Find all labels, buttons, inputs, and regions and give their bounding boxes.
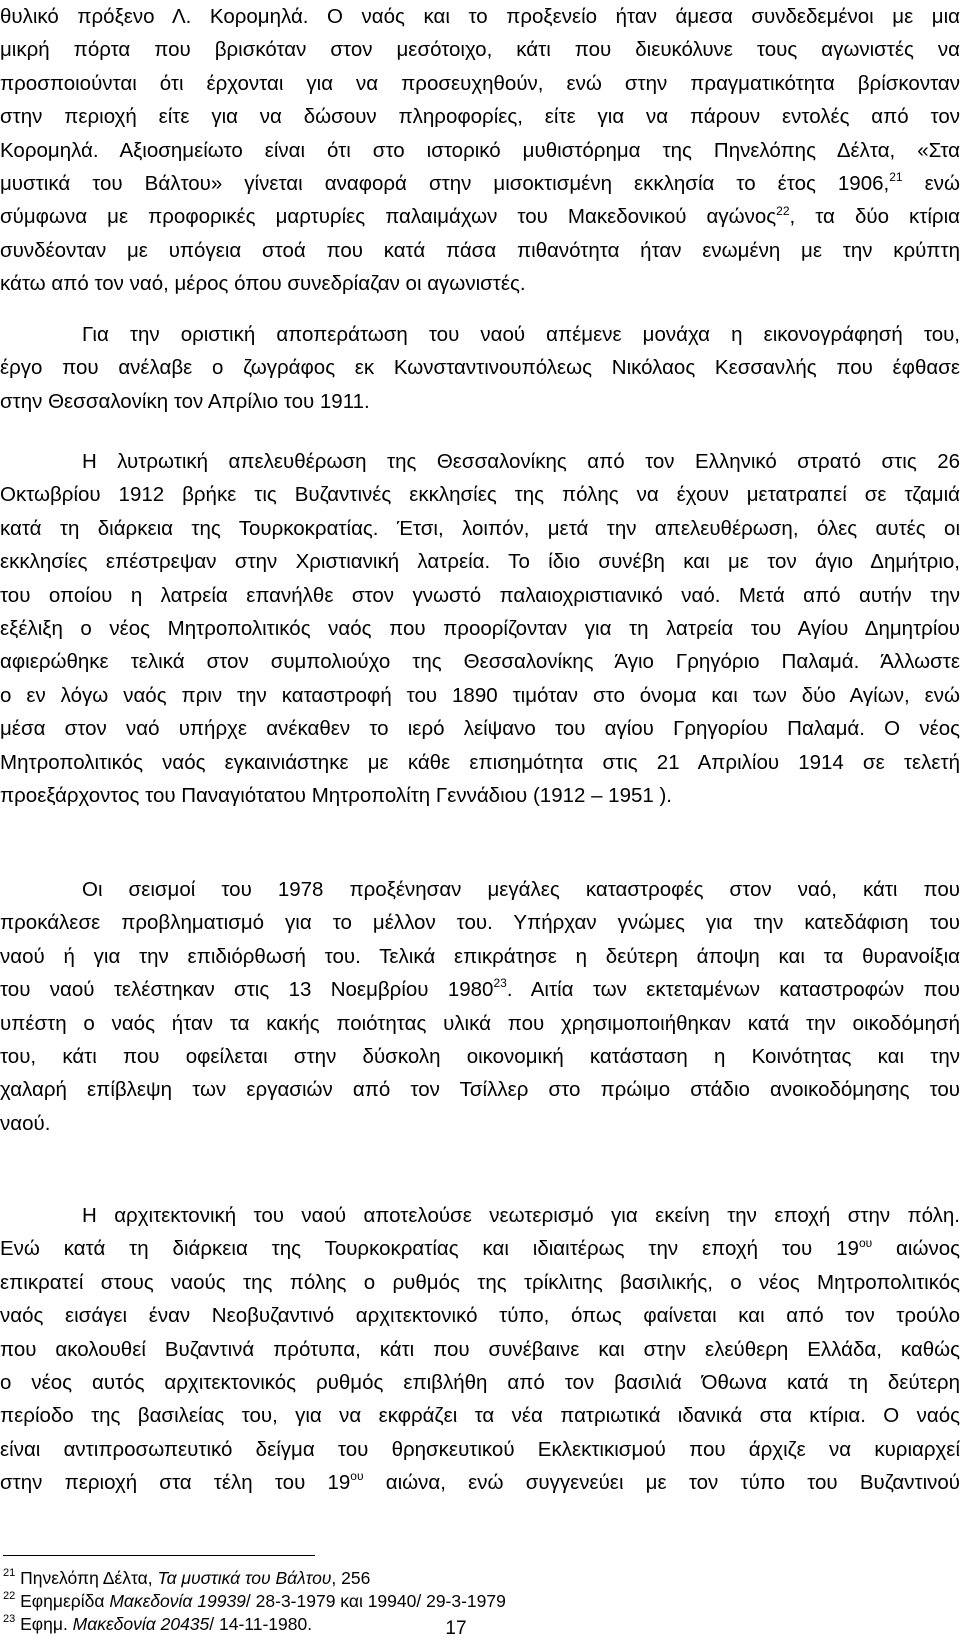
footnote-divider: [3, 1555, 315, 1556]
text-line: αφιερώθηκε τελικά στον συμπολιούχο της Θεσσαλονίκης Άγιο Γρηγόριο Παλαμά. Άλλωστε: [0, 650, 960, 674]
text-line: Ενώ κατά τη διάρκεια της Τουρκοκρατίας και ιδιαιτέρως την εποχή του $19^{o\upsilon}$ αιώνος: [0, 1235, 960, 1261]
text-line: στην περιοχή είτε για να δώσουν πληροφορίες, είτε για να πάρουν εντολές από τον: [0, 105, 960, 129]
text-line: ναού ή για την επιδιόρθωσή του. Τελικά επικράτησε η δεύτερη άποψη και τα θυρανοίξια: [0, 944, 960, 968]
text-line: είναι αντιπροσωπευτικό δείγμα του θρησκευτικού Εκλεκτικισμού που άρχιζε να κυριαρχεί: [0, 1437, 960, 1461]
text-line: Κορομηλά. Αξιοσημείωτο είναι ότι στο ιστορικό μυθιστόρημα της Πηνελόπης Δέλτα, «Στα: [0, 138, 960, 162]
text-line: μυστικά του Βάλτου» γίνεται αναφορά στην μισοκτισμένη εκκλησία το έτος 1906,21 ενώ: [0, 170, 960, 195]
paragraph-5: [0, 1199, 960, 1500]
footnote-ref[interactable]: 23: [493, 976, 507, 991]
text-line: του οποίου η λατρεία επανήλθε στον γνωστό παλαιοχριστιανικό ναό. Μετά από αυτήν την: [0, 583, 960, 607]
text-line: του, κάτι που οφείλεται στην δύσκολη οικονομική κατάσταση η Κοινότητας και την: [0, 1044, 960, 1068]
text-line: χαλαρή επίβλεψη των εργασιών από τον Τσίλλερ στο πρώιμο στάδιο ανοικοδόμησης του: [0, 1078, 960, 1102]
text-line: υπέστη ο ναός ήταν τα κακής ποιότητας υλικά που χρησιμοποιήθηκαν κατά την οικοδόμησή: [0, 1011, 960, 1035]
text-line: προεξάρχοντος του Παναγιότατου Μητροπολίτη Γεννάδιου (1912 – 1951 ).: [0, 783, 673, 807]
text-line: περίοδο της βασιλείας του, για να εκφράζει τα νέα πατριωτικά ιδανικά στα κτίρια. Ο ναός: [0, 1404, 960, 1428]
text-line: που ακολουθεί Βυζαντινά πρότυπα, κάτι που συνέβαινε και στην ελεύθερη Ελλάδα, καθώς: [0, 1337, 960, 1361]
text-line: θυλικό πρόξενο Λ. Κορομηλά. Ο ναός και το προξενείο ήταν άμεσα συνδεδεμένοι με μια: [0, 5, 960, 28]
text-line: Για την οριστική αποπεράτωση του ναού απέμενε μονάχα η εικονογράφησή του,: [82, 323, 960, 346]
text-line: στην περιοχή στα τέλη του $19^{o\upsilon}$ αιώνα, ενώ συγγενεύει με τον τύπο του Βυζαντινού: [0, 1469, 960, 1495]
paragraph-4: [0, 873, 960, 1140]
text-line: σύμφωνα με προφορικές μαρτυρίες παλαιμάχων του Μακεδονικού αγώνος$^{22}$, τα δύο κτίρια: [0, 203, 960, 229]
text-line: εκκλησίες επέστρεψαν στην Χριστιανική λατρεία. Το ίδιο συνέβη και με τον άγιο Δημήτριο,: [0, 550, 960, 574]
text-line: μικρή πόρτα που βρισκόταν στον μεσότοιχο, κάτι που διευκόλυνε τους αγωνιστές να: [0, 38, 960, 62]
text-line: του ναού τελέστηκαν στις 13 Νοεμβρίου 1980$^{23}$. Αιτία των εκτεταμένων καταστροφών που: [0, 976, 960, 1002]
text-line: Η λυτρωτική απελευθέρωση της Θεσσαλονίκης από τον Ελληνικό στρατό στις 26: [82, 450, 960, 473]
text-line: στην Θεσσαλονίκη τον Απρίλιο του 1911.: [0, 389, 370, 413]
paragraph-3: [0, 445, 960, 812]
text-line: ναός εισάγει έναν Νεοβυζαντινό αρχιτεκτονικό τύπο, όπως φαίνεται και από τον τρούλο: [0, 1304, 960, 1328]
text-line: έργο που ανέλαβε ο ζωγράφος εκ Κωνσταντινουπόλεως Νικόλαος Κεσσανλής που έφθασε: [0, 356, 960, 380]
text-line: συνδέονταν με υπόγεια στοά που κατά πάσα πιθανότητα ήταν ενωμένη με την κρύπτη: [0, 238, 960, 262]
page-number: 17: [445, 1618, 467, 1639]
footnote-22: $^{22}$ Εφημερίδα Μακεδονία 19939/ 28-3-1979 και 19940/ 29-3-1979: [3, 1590, 506, 1611]
text-line: ναού.: [0, 1111, 51, 1135]
text-line: επικρατεί στους ναούς της πόλης ο ρυθμός της τρίκλιτης βασιλικής, ο νέος Μητροπολιτικός: [0, 1270, 960, 1294]
text-line: Οι σεισμοί του 1978 προξένησαν μεγάλες καταστροφές στον ναό, κάτι που: [82, 878, 960, 901]
text-line: Η αρχιτεκτονική του ναού αποτελούσε νεωτερισμό για εκείνη την εποχή στην πόλη.: [82, 1204, 960, 1227]
text-line: ο νέος αυτός αρχιτεκτονικός ρυθμός επιβλήθη από τον βασιλιά Όθωνα κατά τη δεύτερη: [0, 1370, 960, 1394]
text-line: Μητροπολιτικός ναός εγκαινιάστηκε με κάθε επισημότητα στις 21 Απριλίου 1914 σε τελετή: [0, 750, 960, 774]
text-line: προκάλεσε προβληματισμό για το μέλλον του. Υπήρχαν γνώμες για την κατεδάφιση του: [0, 911, 960, 935]
footnote-ref[interactable]: 21: [889, 170, 903, 185]
text-line: κάτω από τον ναό, μέρος όπου συνεδρίαζαν οι αγωνιστές.: [0, 272, 526, 296]
text-line: ο εν λόγω ναός πριν την καταστροφή του 1890 τιμόταν στο όνομα και των δύο Αγίων, ενώ: [0, 683, 960, 707]
footnote-21: $^{21}$ Πηνελόπη Δέλτα, Τα μυστικά του Βάλτου, 256: [3, 1567, 371, 1588]
footnote-23: $^{23}$ Εφημ. Μακεδονία 20435/ 14-11-1980.: [3, 1613, 313, 1634]
text-line: Οκτωβρίου 1912 βρήκε τις Βυζαντινές εκκλησίες της πόλης να έχουν μετατραπεί σε τζαμιά: [0, 483, 960, 507]
text-line: μέσα στον ναό υπήρχε ανέκαθεν το ιερό λείψανο του αγίου Γρηγορίου Παλαμά. Ο νέος: [0, 717, 960, 741]
footnote-ref[interactable]: 22: [776, 203, 790, 218]
paragraph-2: [0, 318, 960, 418]
paragraph-1: [0, 0, 960, 301]
text-line: εξέλιξη ο νέος Μητροπολιτικός ναός που προορίζονταν για τη λατρεία του Αγίου Δημητρίου: [0, 616, 960, 640]
text-line: κατά τη διάρκεια της Τουρκοκρατίας. Έτσι, λοιπόν, μετά την απελευθέρωση, όλες αυτές οι: [0, 516, 960, 540]
text-line: προσποιούνται ότι έρχονται για να προσευχηθούν, ενώ στην πραγματικότητα βρίσκονταν: [0, 71, 960, 95]
